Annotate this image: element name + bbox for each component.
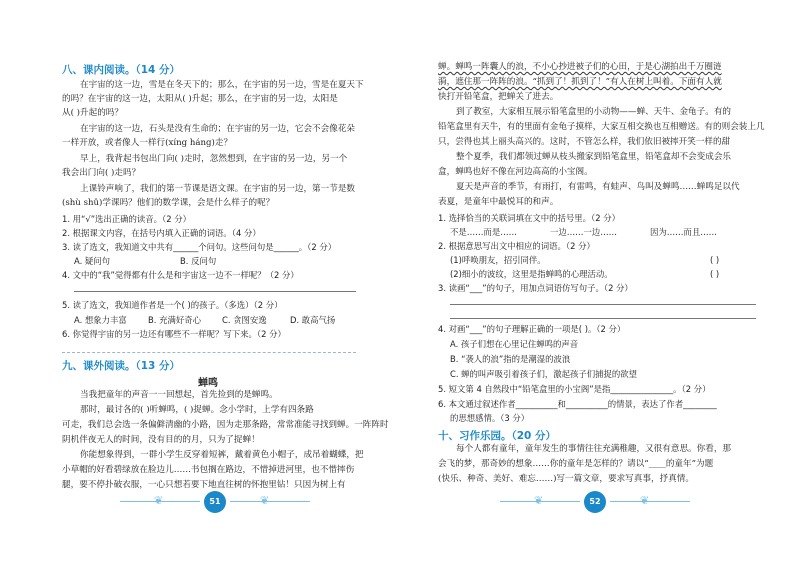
story-line: 快打开铅笔盒，把蝉关了进去。 bbox=[438, 92, 559, 102]
conjunction-option: 不是……而是…… bbox=[450, 227, 517, 237]
passage-line: 从( )升起的吗？ bbox=[62, 108, 123, 118]
story-line: 只，尝得也其上丽头高兴的。这时，不管怎么样，我们依旧被摔开笑一样的甜 bbox=[438, 137, 731, 147]
story-line: 当我把童年的声音一一回想起，首先捡到的是蝉鸣。 bbox=[80, 390, 278, 400]
question-2: 2. 根据课文内容，在括号内填入正确的词语。（4 分） bbox=[62, 228, 261, 238]
conjunction-option: 因为……而且…… bbox=[650, 227, 717, 237]
passage-line: 早上，我背起书包出门向( )走时，忽然想到，在宇宙的另一边，另一个 bbox=[80, 154, 348, 164]
q2-item-1: (1)呼唤朋友，招引同伴。 bbox=[450, 255, 546, 265]
story-line: 你能想象得到，一群小学生反穿着短裤，戴着黄色小帽子，成吊着蝴蝶，把 bbox=[80, 450, 364, 460]
option-b[interactable]: B. 反问句 bbox=[180, 256, 217, 266]
option-c[interactable]: C. 蝉的叫声吸引着孩子们，激起孩子们捕捉的欲望 bbox=[450, 369, 638, 379]
option-a[interactable]: A. 孩子们想在心里记住蝉鸣的声音 bbox=[450, 339, 579, 349]
section-10-title: 十、习作乐园。（20 分） bbox=[438, 430, 557, 442]
option-d[interactable]: D. 敢高气扬 bbox=[290, 315, 336, 325]
passage-line: 在宇宙的这一边，雪是在冬天下的；那么，在宇宙的另一边，雪是在夏天下 bbox=[80, 80, 364, 90]
story-line: 可走，我们总会选一条偏僻清幽的小路，因为走那条路，常常准能寻找到蝉。一阵阵时 bbox=[62, 420, 389, 430]
answer-line[interactable] bbox=[74, 291, 356, 292]
question-5: 5. 读了选文，我知道作者是一个( )的孩子。（多选）（2 分） bbox=[62, 300, 283, 310]
footer-ornament bbox=[230, 501, 310, 502]
passage-line: (shù shǔ)学课吗？他们的数学课，会是什么样子的呢？ bbox=[62, 198, 275, 208]
story-line: 整个夏季，我们都领过蝉从枝头搬家到铅笔盒里，铅笔盒却不会变成会乐 bbox=[456, 152, 732, 162]
passage-line: 一样开放，或者像人一样行(xíng háng)走？ bbox=[62, 138, 233, 148]
answer-blank[interactable]: ( ) bbox=[710, 269, 720, 279]
passage-line: 我会出门向( )走吗？ bbox=[62, 168, 141, 178]
story-line: 阴机伴夜无人的时间，没有目的的月，只为了捉蝉！ bbox=[62, 435, 260, 445]
page-footer bbox=[120, 491, 310, 515]
story-line: 盒，蝉鸣也好不像在河边高高的小宝阁。 bbox=[438, 167, 593, 177]
passage-line: 上课铃声响了，我们的第一节课是语文课。在宇宙的另一边，第一节是数 bbox=[80, 184, 356, 194]
story-line: 蝉。蝉鸣一阵囊人的浪，不小心抄进被子们的心田，于是心湖拍出千万圈涟 bbox=[438, 62, 722, 72]
question-1: 1. 选择恰当的关联词填在文中的括号里。（2 分） bbox=[438, 213, 620, 223]
question-3: 3. 读了选文，我知道文中共有______个问句。这些问句是______。（2 分） bbox=[62, 242, 337, 252]
option-b[interactable]: B. 充满好奇心 bbox=[148, 315, 201, 325]
conjunction-option: 一边……一边…… bbox=[550, 227, 617, 237]
option-c[interactable]: C. 贪图安逸 bbox=[222, 315, 267, 325]
page-number: 51 bbox=[204, 491, 226, 513]
scroll-ornament-icon: ❦ bbox=[154, 494, 164, 507]
scroll-ornament-icon: ❦ bbox=[534, 494, 544, 507]
divider bbox=[62, 352, 356, 353]
section-8-title: 八、课内阅读。（14 分） bbox=[62, 64, 181, 76]
story-line: 漪，遮住那一阵阵的浪。“抓到了！抓到了！”有人在树上叫着。下面有人就 bbox=[438, 77, 722, 87]
scroll-ornament-icon: ❦ bbox=[640, 494, 650, 507]
story-line: 夏天是声音的季节，有雨打，有雷鸣，有蛙声、鸟叫及蝉鸣……蝉鸣足以代 bbox=[456, 182, 740, 192]
essay-line: 会飞的梦，那奇妙的想象……你的童年是怎样的？请以“____的童年”为题 bbox=[438, 459, 714, 469]
right-page bbox=[400, 0, 800, 566]
essay-line: (快乐、种奇、美好、难忘……)写一篇文章，要求写真事，抒真情。 bbox=[438, 474, 694, 484]
footer-ornament bbox=[610, 501, 690, 502]
option-a[interactable]: A. 想象力丰富 bbox=[74, 315, 127, 325]
page-footer bbox=[500, 491, 690, 515]
passage-line: 的吗？在宇宙的这一边，太阳从( )升起；那么，在宇宙的另一边，太阳是 bbox=[62, 94, 338, 104]
question-6: 6. 本文通过叙述作者__________和__________的情景，表达了作者________ bbox=[438, 399, 717, 409]
essay-line: 每个人都有童年，童年发生的事情往往充满稚趣，又很有意思。你看，那 bbox=[456, 444, 732, 454]
question-4: 4. 文中的“我”觉得都有什么是和宇宙这一边不一样呢？（2 分） bbox=[62, 270, 299, 280]
answer-line[interactable] bbox=[450, 304, 756, 305]
story-line: 那时，最讨各的( )听蝉鸣，( )捉蝉。念小学时，上学有四条路 bbox=[80, 405, 314, 415]
option-a[interactable]: A. 疑问句 bbox=[74, 256, 111, 266]
story-line: 小草帽的好看碧绿放在脸边儿……书包搁在路边，不惜掉进河里，也不惜摔伤 bbox=[62, 465, 355, 475]
story-line: 表夏，是童年中最悦耳的和声。 bbox=[438, 197, 559, 207]
passage-line: 在宇宙的这一边，石头是没有生命的；在宇宙的另一边，它会不会像花朵 bbox=[80, 124, 356, 134]
scroll-ornament-icon: ❦ bbox=[260, 494, 270, 507]
question-6: 6. 你觉得宇宙的另一边还有哪些不一样呢？写下来。（2 分） bbox=[62, 329, 286, 339]
option-b[interactable]: B. “袭人的浪”指的是潮湿的波浪 bbox=[450, 354, 571, 364]
section-9-title: 九、课外阅读。（13 分） bbox=[62, 360, 181, 372]
question-6-cont: 的思想感情。（3 分） bbox=[450, 413, 530, 423]
answer-blank[interactable]: ( ) bbox=[710, 255, 720, 265]
answer-line[interactable] bbox=[450, 318, 756, 319]
story-line: 铅笔盒里有天牛，有的里面有金龟子摸样，大家互相交换也互相赠送。有的则会装上几 bbox=[438, 122, 765, 132]
story-title: 蝉鸣 bbox=[198, 378, 218, 389]
question-4: 4. 对画“___”的句子理解正确的一项是( )。（2 分） bbox=[438, 324, 626, 334]
story-line: 腿，要不停扑破衣服，一心只想若要下地直往树的怀抱里钻！只因为树上有 bbox=[62, 480, 346, 490]
question-5: 5. 短文第 4 自然段中“铅笔盒里的小宝阁”是指_______________。（2 分） bbox=[438, 384, 711, 394]
question-2: 2. 根据意思写出文中相应的词语。（2 分） bbox=[438, 241, 595, 251]
question-3: 3. 读画“___”的句子，用加点词语仿写句子。（2 分） bbox=[438, 283, 633, 293]
story-line: 到了教室，大家相互展示铅笔盒里的小动物——蝉、天牛、金龟子。有的 bbox=[456, 107, 732, 117]
page-number: 52 bbox=[584, 491, 606, 513]
q2-item-2: (2)细小的波纹，这里是指蝉鸣的心理活动。 bbox=[450, 269, 613, 279]
question-1: 1. 用“√”选出正确的读音。（2 分） bbox=[62, 214, 191, 224]
